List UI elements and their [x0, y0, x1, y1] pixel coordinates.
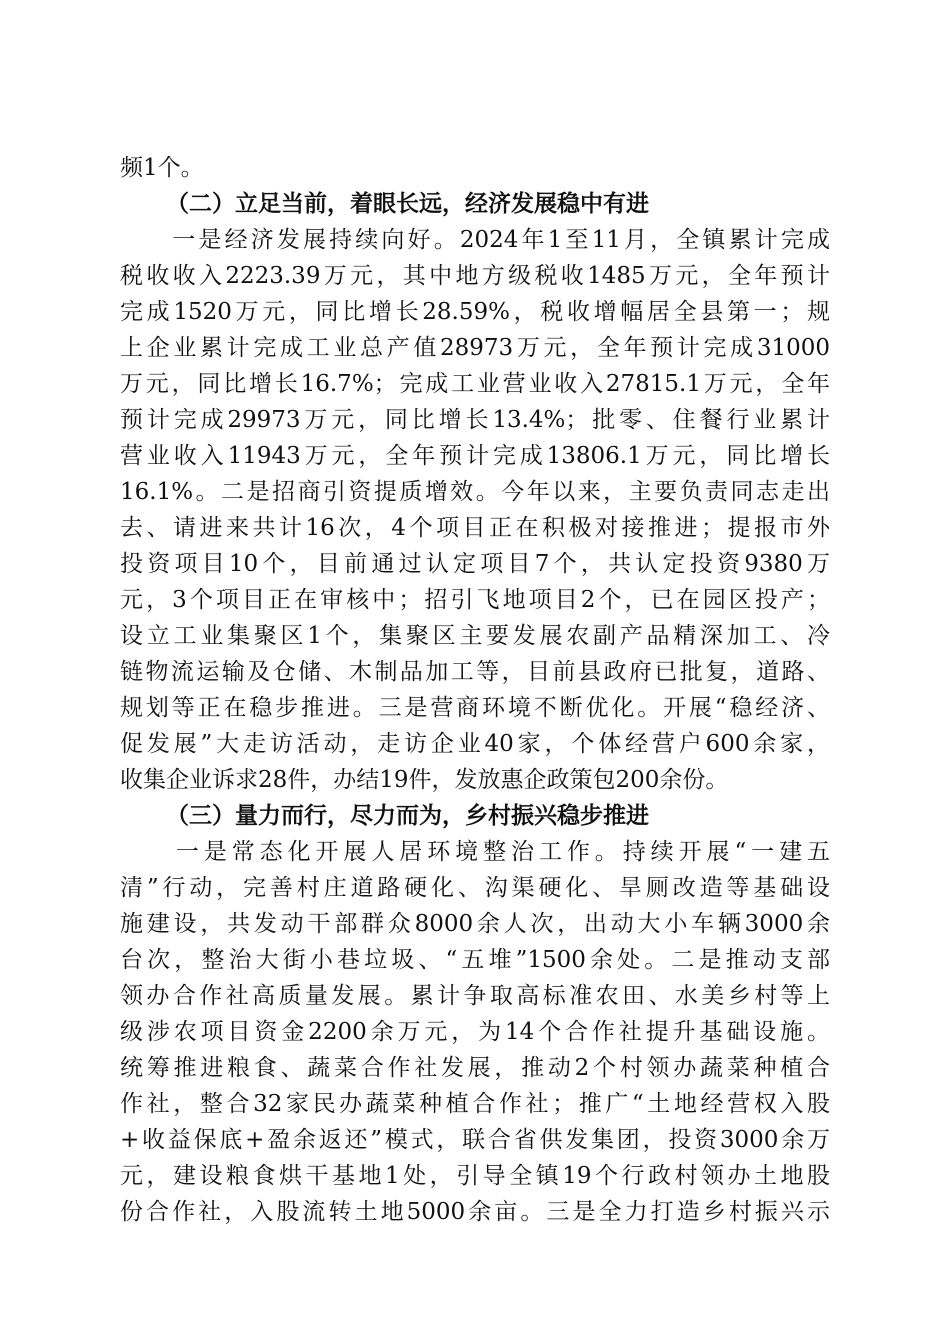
- paragraph-line: 链物流运输及仓储、木制品加工等，目前县政府已批复，道路、: [120, 659, 830, 685]
- paragraph-line: 上企业累计完成工业总产值28973万元，全年预计完成31000: [120, 335, 830, 361]
- paragraph-line: 元，建设粮食烘干基地1处，引导全镇19个行政村领办土地股: [120, 1163, 830, 1189]
- paragraph-line: 领办合作社高质量发展。累计争取高标准农田、水美乡村等上: [120, 983, 830, 1009]
- paragraph-line: 去、请进来共计16次，4个项目正在积极对接推进；提报市外: [120, 515, 830, 541]
- paragraph-line: 设立工业集聚区1个，集聚区主要发展农副产品精深加工、冷: [120, 623, 830, 649]
- paragraph-line: 频1个。: [120, 155, 204, 181]
- paragraph-line: 收集企业诉求28件，办结19件，发放惠企政策包200余份。: [120, 767, 729, 793]
- paragraph-line: 台次，整治大街小巷垃圾、“五堆”1500余处。二是推动支部: [120, 947, 830, 973]
- section-heading: （三）量力而行，尽力而为，乡村振兴稳步推进: [166, 803, 649, 829]
- paragraph-line: 16.1%。二是招商引资提质增效。今年以来，主要负责同志走出: [120, 479, 830, 505]
- paragraph-line: 万元，同比增长16.7%；完成工业营业收入27815.1万元，全年: [120, 371, 830, 397]
- paragraph-line: 级涉农项目资金2200余万元，为14个合作社提升基础设施。: [120, 1019, 830, 1045]
- paragraph-line: 元，3个项目正在审核中；招引飞地项目2个，已在园区投产；: [120, 587, 830, 613]
- paragraph-line: 预计完成29973万元，同比增长13.4%；批零、住餐行业累计: [120, 407, 830, 433]
- paragraph-line: 税收收入2223.39万元，其中地方级税收1485万元，全年预计: [120, 263, 830, 289]
- paragraph-line: 完成1520万元，同比增长28.59%，税收增幅居全县第一；规: [120, 299, 830, 325]
- paragraph-line: 一是经济发展持续向好。2024年1至11月，全镇累计完成: [120, 227, 830, 253]
- paragraph-line: 一是常态化开展人居环境整治工作。持续开展“一建五: [120, 839, 830, 865]
- paragraph-line: 营业收入11943万元，全年预计完成13806.1万元，同比增长: [120, 443, 830, 469]
- paragraph-line: 投资项目10个，目前通过认定项目7个，共认定投资9380万: [120, 551, 830, 577]
- document-body: [120, 150, 830, 1230]
- paragraph-line: 份合作社，入股流转土地5000余亩。三是全力打造乡村振兴示: [120, 1199, 830, 1225]
- paragraph-line: 促发展”大走访活动，走访企业40家，个体经营户600余家，: [120, 731, 830, 757]
- section-heading: （二）立足当前，着眼长远，经济发展稳中有进: [166, 191, 649, 217]
- paragraph-line: 作社，整合32家民办蔬菜种植合作社；推广“土地经营权入股: [120, 1091, 830, 1117]
- paragraph-line: 统筹推进粮食、蔬菜合作社发展，推动2个村领办蔬菜种植合: [120, 1055, 830, 1081]
- paragraph-line: +收益保底+盈余返还”模式，联合省供发集团，投资3000余万: [120, 1127, 830, 1153]
- paragraph-line: 规划等正在稳步推进。三是营商环境不断优化。开展“稳经济、: [120, 695, 830, 721]
- paragraph-line: 施建设，共发动干部群众8000余人次，出动大小车辆3000余: [120, 911, 830, 937]
- paragraph-line: 清”行动，完善村庄道路硬化、沟渠硬化、旱厕改造等基础设: [120, 875, 830, 901]
